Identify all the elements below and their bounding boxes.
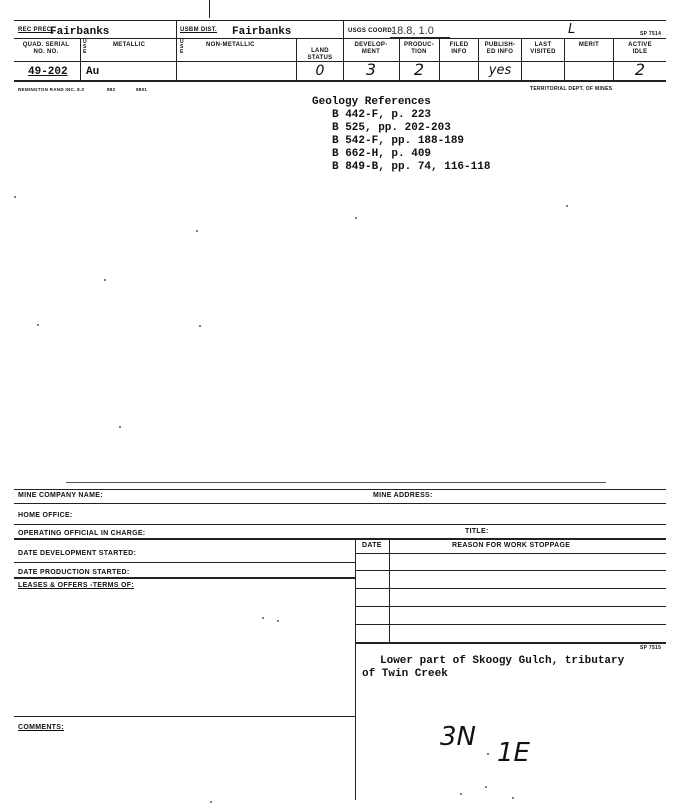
handwritten-township: 3N	[440, 722, 476, 752]
mine-address-label: MINE ADDRESS:	[373, 492, 433, 499]
location-note-2: of Twin Creek	[362, 668, 448, 680]
rec-prec-label: REC PREC.	[18, 27, 54, 33]
rec-prec-value: Fairbanks	[50, 26, 110, 38]
divider	[176, 20, 177, 80]
speck	[196, 230, 198, 232]
col-quad-serial: QUAD. SERIAL NO. NO.	[22, 42, 70, 55]
val-active-idle: 2	[634, 60, 646, 79]
row-line	[14, 524, 666, 525]
date-col-left	[355, 538, 356, 800]
top-tick	[209, 0, 210, 18]
reference-item: B 525, pp. 202-203	[332, 122, 451, 134]
reference-item: B 662-H, p. 409	[332, 148, 432, 160]
reference-item: B 542-F, pp. 188-189	[332, 135, 465, 147]
printer-code-1: 882	[107, 87, 116, 92]
corner-mark: L	[568, 22, 576, 37]
printer-code-2: 8801	[136, 87, 148, 92]
speck	[485, 786, 487, 788]
col-last-visited: LAST VISITED	[530, 42, 556, 55]
row-line	[14, 577, 355, 579]
date-development-label: DATE DEVELOPMENT STARTED:	[18, 550, 137, 557]
date-production-label: DATE PRODUCTION STARTED:	[18, 569, 130, 576]
form-number-2: SP 7515	[640, 645, 662, 651]
col-nonmetallic: NON-METALLIC	[206, 42, 255, 48]
title-label: TITLE:	[465, 528, 489, 535]
val-published-info: yes	[488, 63, 512, 78]
usgs-coord-label: USGS COORD.	[348, 28, 394, 34]
speck	[566, 205, 568, 207]
speck	[14, 196, 16, 198]
col-active-idle: ACTIVE IDLE	[628, 42, 652, 55]
row-line	[355, 553, 666, 554]
col-merit: MERIT	[578, 42, 600, 48]
col-development: DEVELOP- MENT	[354, 42, 388, 55]
col-published-info: PUBLISH- ED INFO	[484, 42, 516, 55]
speck	[210, 801, 212, 803]
val-production: 2	[413, 60, 425, 79]
speck	[199, 325, 201, 327]
row-line	[14, 716, 355, 717]
handwritten-range: 1E	[497, 738, 530, 768]
header-top-border	[14, 20, 666, 21]
row-line	[355, 606, 666, 607]
divider	[80, 38, 81, 80]
mine-company-name-label: MINE COMPANY NAME:	[18, 492, 103, 499]
lower-top-curve	[66, 482, 606, 483]
row-line	[14, 562, 355, 563]
comments-label: COMMENTS:	[18, 724, 64, 731]
val-land-status: 0	[315, 63, 325, 79]
col-production: PRODUC- TION	[403, 42, 435, 55]
row-line	[355, 588, 666, 589]
references-heading: Geology References	[312, 96, 431, 108]
form-number: SP 7514	[640, 31, 662, 37]
reason-header: REASON FOR WORK STOPPAGE	[452, 542, 571, 549]
speck	[277, 620, 279, 622]
row-line	[355, 570, 666, 571]
usbm-dist-label: USBM DIST.	[180, 27, 218, 33]
leases-label: LEASES & OFFERS -TERMS OF:	[18, 582, 134, 589]
col-land-status: LAND STATUS	[307, 48, 333, 61]
speck	[355, 217, 357, 219]
row-line	[14, 503, 666, 504]
operating-official-label: OPERATING OFFICIAL IN CHARGE:	[18, 530, 146, 537]
speck	[512, 797, 514, 799]
location-note-1: Lower part of Skoogy Gulch, tributary	[380, 655, 625, 667]
header-bottom-border	[14, 38, 666, 39]
speck	[460, 793, 462, 795]
territorial-dept: TERRITORIAL DEPT. OF MINES	[530, 86, 613, 92]
row-line	[14, 538, 666, 540]
reference-item: B 442-F, p. 223	[332, 109, 432, 121]
val-development: 3	[365, 60, 377, 79]
speck	[104, 279, 106, 281]
date-header: DATE	[362, 542, 382, 549]
col-filed-info: FILED INFO	[449, 42, 469, 55]
row-line	[355, 624, 666, 625]
col-metallic: METALLIC	[113, 42, 146, 48]
col-metallic-use: U S E	[83, 39, 87, 55]
reference-item: B 849-B, pp. 74, 116-118	[332, 161, 491, 173]
usbm-dist-value: Fairbanks	[232, 26, 292, 38]
row-line	[355, 642, 666, 644]
val-metallic: Au	[86, 66, 100, 78]
val-quad-serial: 49-202	[28, 66, 68, 78]
speck	[487, 753, 489, 755]
speck	[262, 617, 264, 619]
values-bottom-border	[14, 80, 666, 82]
home-office-label: HOME OFFICE:	[18, 512, 73, 519]
speck	[119, 426, 121, 428]
speck	[37, 324, 39, 326]
col-nonmetallic-use: U S E	[180, 39, 184, 55]
printer-imprint: REMINGTON RAND INC. 8.0	[18, 87, 85, 92]
row-line	[14, 489, 666, 490]
usgs-coord-value: 18.8, 1.0	[391, 25, 434, 37]
